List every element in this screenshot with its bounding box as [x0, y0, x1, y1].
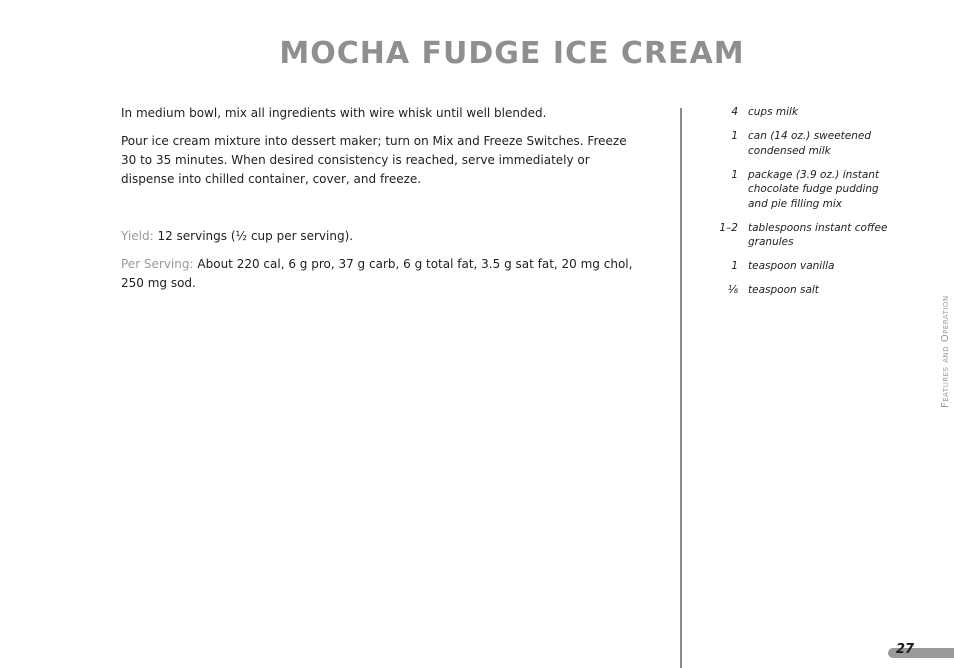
ingredient-qty: 4: [731, 106, 738, 118]
ingredient-name: can (14 oz.) sweetened condensed milk: [748, 130, 872, 157]
ingredient-qty: ⅛: [727, 284, 738, 296]
ingredient-name: package (3.9 oz.) instant chocolate fudge pudding and pie filling mix: [748, 168, 880, 210]
ingredient-item: [700, 105, 900, 120]
per-serving-label: Per Serving:: [121, 257, 194, 271]
page-number: 27: [896, 642, 915, 657]
yield: [121, 227, 641, 246]
ingredient-qty: 1–2: [719, 221, 738, 234]
direction-step-2: Pour ice cream mixture into dessert maker; turn on Mix and Freeze Switches. Freeze 30 to 35 minutes. When desired consistency is reached, serve immediately or dispense into chilled container, cover, and freeze.: [121, 134, 627, 186]
ingredient-qty: 1: [731, 260, 738, 272]
ingredient-item: [700, 283, 900, 298]
ingredient-list: [700, 105, 900, 307]
spacer: [121, 198, 641, 227]
ingredient-name: teaspoon vanilla: [748, 260, 835, 272]
page-title: MOCHA FUDGE ICE CREAM: [279, 36, 745, 71]
ingredient-name: teaspoon salt: [748, 284, 819, 296]
ingredient-qty: 1: [731, 168, 738, 181]
ingredient-item: [700, 168, 900, 212]
ingredient-qty: 1: [731, 130, 738, 142]
ingredient-item: [700, 129, 900, 158]
directions: [121, 104, 641, 302]
ingredient-name: cups milk: [748, 106, 799, 118]
column-divider: [680, 108, 682, 668]
per-serving: [121, 255, 641, 293]
section-side-label: Features and Operation: [940, 295, 951, 408]
yield-label: Yield:: [121, 229, 154, 243]
ingredient-name: tablespoons instant coffee granules: [748, 221, 888, 248]
ingredient-item: [700, 221, 900, 250]
direction-step-1: In medium bowl, mix all ingredients with wire whisk until well blended.: [121, 106, 547, 120]
ingredient-item: [700, 259, 900, 274]
per-serving-value: About 220 cal, 6 g pro, 37 g carb, 6 g total fat, 3.5 g sat fat, 20 mg chol, 250 mg sod.: [121, 257, 633, 290]
yield-value: 12 servings (½ cup per serving).: [157, 229, 354, 243]
